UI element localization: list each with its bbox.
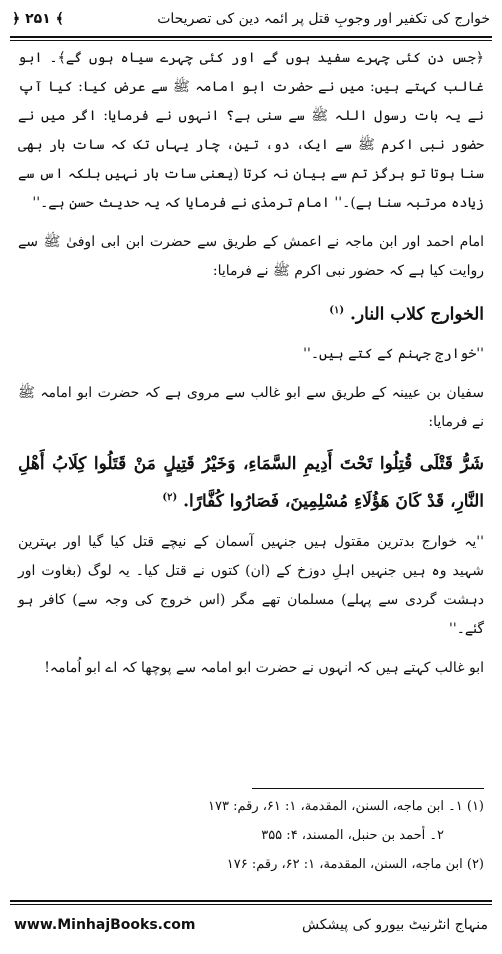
paragraph-1: ﴿جس دن کئی چہرے سفید ہوں گے اور کئی چہرے سیاہ ہوں گے﴾۔ ابو غالب کہتے ہیں: میں نے حضرت ابو امامہ ﷺ سے عرض کیا: کیا آپ نے یہ بات رسول اللہ ﷺ سے سنی ہے؟ انہوں نے فرمایا: اگر میں نے حضور نبی اکرم ﷺ سے ایک، دو، تین، چار یہاں تک کہ سات بار بھی سنا ہوتا تو ہرگز تم سے بیان نہ کرتا (یعنی سات بار نہیں بلکہ اس سے زیادہ مرتبہ سنا ہے)۔'' امام ترمذی نے فرمایا کہ یہ حدیث حسن ہے۔'' [18,50,484,211]
page-body [18,44,484,693]
footnote-2: (۲) ابن ماجه، السنن، المقدمة، ۱: ۶۲، رقم: ۱۷۶ [226,857,484,872]
footer-rule [10,900,492,902]
paragraph-6: ابو غالب کہتے ہیں کہ انہوں نے حضرت ابو امامہ سے پوچھا کہ اے ابو اُمامہ! [44,660,484,677]
website-link[interactable]: www.MinhajBooks.com [14,917,196,933]
footnotes [18,792,484,879]
page-number: ﴿ ۲۵۱ ﴾ [12,11,64,27]
paragraph-4: سفیان بن عیینہ کے طریق سے ابو غالب سے مروی ہے کہ حضرت ابو امامہ ﷺ نے فرمایا: [18,384,484,430]
running-title: خوارج کی تکفیر اور وجوبِ قتل پر ائمہ دین کی تصریحات [157,11,490,27]
footnote-1a: (۱) ۱۔ ابن ماجه، السنن، المقدمة، ۱: ۶۱، رقم: ۱۷۳ [207,799,484,814]
footer-tagline: منہاج انٹرنیٹ بیورو کی پیشکش [301,917,488,933]
footnote-ref-2: (۲) [162,491,178,503]
arabic-hadith-1-text: الخوارج كلاب النار. [350,304,484,325]
arabic-hadith-2 [18,447,484,519]
translation-1: ''خوارج جہنم کے کتے ہیں۔'' [303,345,484,362]
arabic-hadith-1 [18,296,484,330]
arabic-hadith-2-text: شَرُّ قَتْلَى قُتِلُوا تَحْتَ أَدِيمِ السَّمَاءِ، وَخَيْرُ قَتِيلٍ مَنْ قَتَلُوا كِلَابُ أَهْلِ النَّارِ، قَدْ كَانَ هَؤُلَاءِ مُسْلِمِينَ، فَصَارُوا كُفَّارًا. [18,453,484,512]
page-footer [14,908,488,942]
footnote-separator [252,788,484,789]
header-rule [10,36,492,38]
page-header [12,4,490,34]
footer-rule-thin [10,904,492,905]
header-rule-thin [10,40,492,41]
footnote-ref-1: (۱) [329,305,345,316]
paragraph-2: امام احمد اور ابن ماجہ نے اعمش کے طریق سے حضرت ابن ابی اوفیٰ ﷺ سے روایت کیا ہے کہ حضور نبی اکرم ﷺ نے فرمایا: [18,234,484,279]
footnote-1b: ۲۔ أحمد بن حنبل، المسند، ۴: ۳۵۵ [261,828,444,843]
translation-2: ''یہ خوارج بدترین مقتول ہیں جنہیں آسمان کے نیچے قتل کیا گیا اور بہترین شہید وہ ہیں جنہیں اہلِ دوزخ کے (ان) کتوں نے قتل کیا۔ یہ لوگ (بغاوت اور دہشت گردی سے پہلے) مسلمان تھے مگر (اس خروج کی وجہ سے) کافر ہو گئے۔'' [18,534,484,638]
